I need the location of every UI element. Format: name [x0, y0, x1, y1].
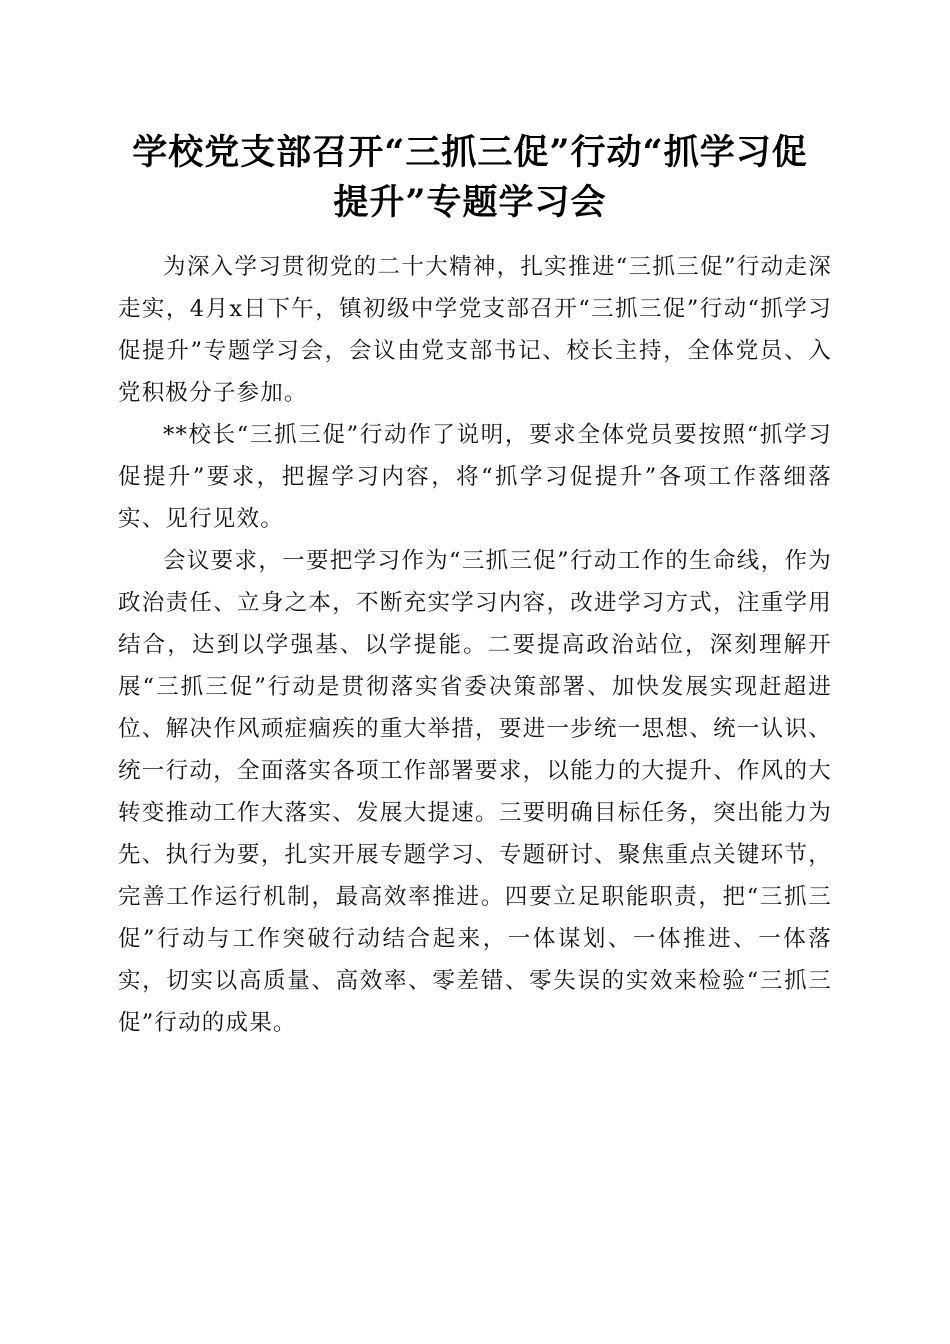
title-line-2: 提升”专题学习会 [333, 182, 607, 223]
document-title [100, 128, 840, 228]
title-line-1: 学校党支部召开“三抓三促”行动“抓学习促 [132, 132, 808, 173]
paragraph-principal-remarks: **校长“三抓三促”行动作了说明，要求全体党员要按照“抓学习促提升”要求，把握学习内容，将“抓学习促提升”各项工作落细落实、见行见效。 [118, 422, 832, 532]
document-body [118, 246, 832, 1044]
paragraph-meeting-requirements: 会议要求，一要把学习作为“三抓三促”行动工作的生命线，作为政治责任、立身之本，不断充实学习内容，改进学习方式，注重学用结合，达到以学强基、以学提能。二要提高政治站位，深刻理解开展“三抓三促”行动是贯彻落实省委决策部署、加快发展实现赶超进位、解决作风顽症痼疾的重大举措，要进一步统一思想、统一认识、统一行动，全面落实各项工作部署要求，以能力的大提升、作风的大转变推动工作大落实、发展大提速。三要明确目标任务，突出能力为先、执行为要，扎实开展专题学习、专题研讨、聚焦重点关键环节，完善工作运行机制，最高效率推进。四要立足职能职责，把“三抓三促”行动与工作突破行动结合起来，一体谋划、一体推进、一体落实，切实以高质量、高效率、零差错、零失误的实效来检验“三抓三促”行动的成果。 [118, 548, 832, 1036]
paragraph-intro: 为深入学习贯彻党的二十大精神，扎实推进“三抓三促”行动走深走实，4月x日下午，镇初级中学党支部召开“三抓三促”行动“抓学习促提升”专题学习会，会议由党支部书记、校长主持，全体党员、入党积极分子参加。 [118, 254, 832, 406]
